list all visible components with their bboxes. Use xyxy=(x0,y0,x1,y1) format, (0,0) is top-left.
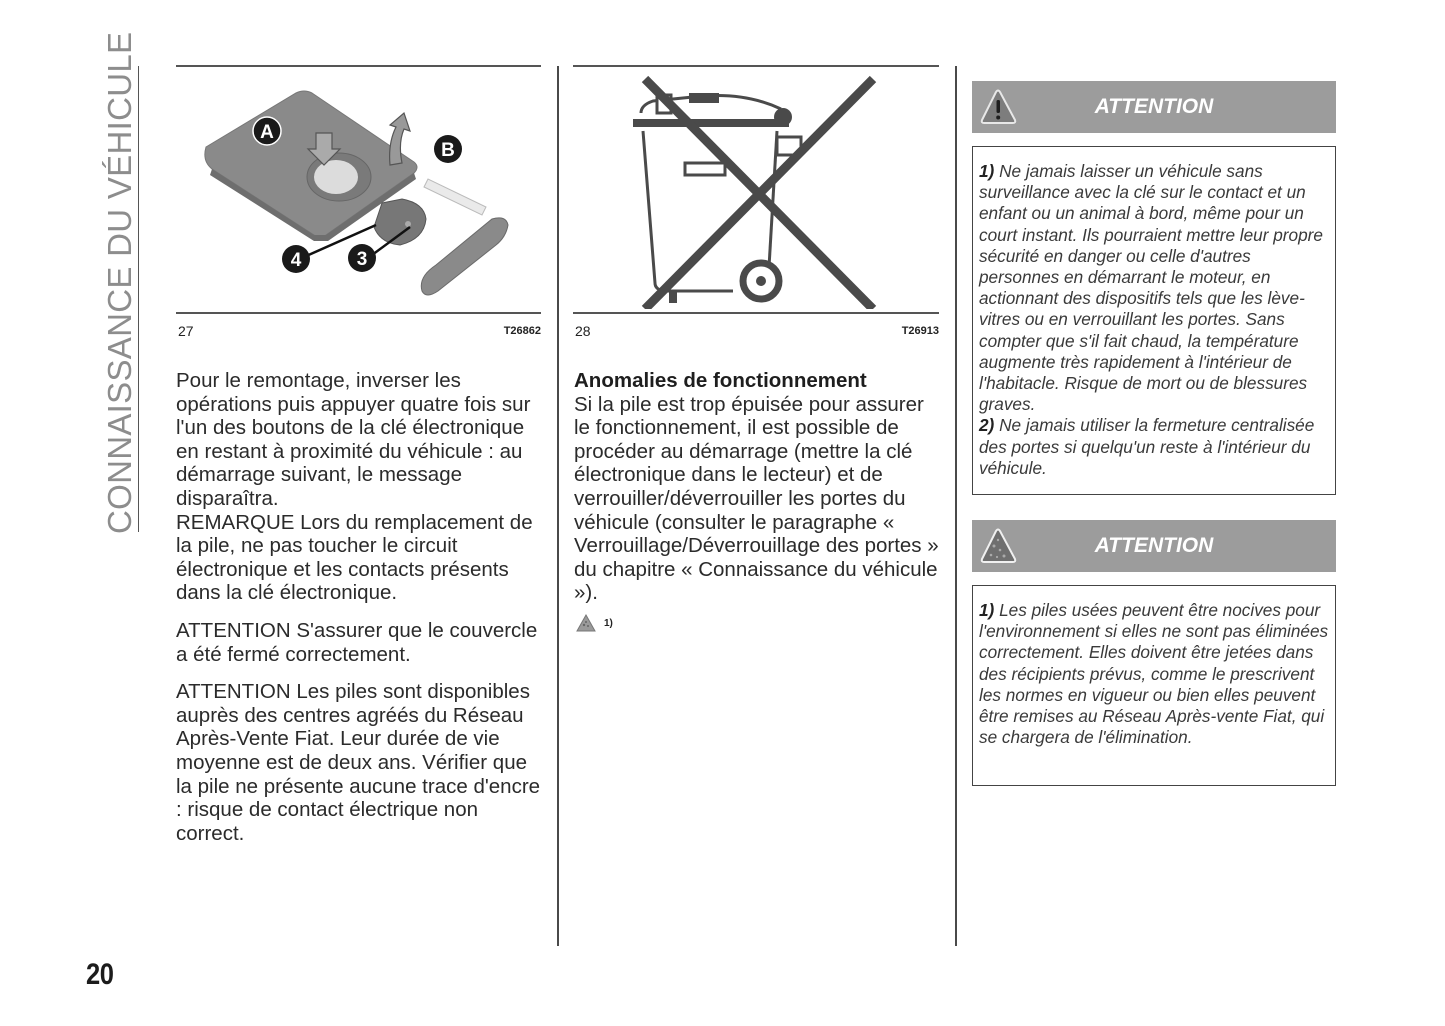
bin-grip xyxy=(689,93,719,103)
attention-text-1 xyxy=(979,161,1329,479)
column-divider-1 xyxy=(557,66,559,946)
column-divider-2 xyxy=(955,66,957,946)
key-card-battery-illustration xyxy=(176,69,541,309)
item-number: 2) xyxy=(979,415,995,436)
svg-text:3: 3 xyxy=(356,249,368,270)
bin-slot xyxy=(685,163,725,175)
figure-top-rule xyxy=(573,65,939,67)
reference-number: 1) xyxy=(604,617,613,629)
emergency-key-blade xyxy=(424,179,486,215)
svg-text:B: B xyxy=(441,140,455,161)
callout-B xyxy=(434,135,462,163)
chapter-title-vertical xyxy=(100,31,140,534)
figure-bottom-rule xyxy=(176,312,541,314)
paragraph-remarque: REMARQUE Lors du remplacement de la pile, ne pas toucher le circuit électronique et les contacts présents dans la clé électronique. xyxy=(176,510,533,605)
crossed-out-wheelie-bin-icon xyxy=(573,69,939,309)
bin-lid xyxy=(633,119,789,127)
figure-number: 28 xyxy=(575,323,591,339)
callout-4 xyxy=(282,245,310,273)
item-number: 1) xyxy=(979,600,995,620)
paragraph-attention-cover: ATTENTION S'assurer que le couvercle a été fermé correctement. xyxy=(176,618,538,666)
paragraph-anomalies: Si la pile est trop épuisée pour assurer le fonctionnement, il est possible de procéder au démarrage (mettre la clé électronique dans le lecteur) et de verrouiller/déverrouiller les portes du véhicule (consulter le paragraphe « Verrouillage/Déverrouillage des portes » du chapitre « Connaissance du véhicule »). xyxy=(574,392,939,605)
svg-text:A: A xyxy=(260,122,274,143)
callout-A xyxy=(253,117,281,145)
page-number: 20 xyxy=(86,958,114,991)
bin-lid-pivot xyxy=(774,108,792,126)
item-text: Ne jamais utiliser la fermeture centralisée des portes si quelqu'un reste à l'intérieur du véhicule. xyxy=(979,415,1315,478)
figure-number: 27 xyxy=(178,323,194,339)
battery-cover-center xyxy=(405,221,411,227)
figure-27 xyxy=(176,65,541,345)
bin-wheel-hub xyxy=(756,276,766,286)
attention-box-2 xyxy=(972,585,1336,786)
battery-cell xyxy=(314,160,358,194)
column-1-text xyxy=(176,369,548,845)
attention-title: ATTENTION xyxy=(1094,534,1214,557)
attention-header-1 xyxy=(972,81,1336,133)
environment-reference-note[interactable] xyxy=(576,614,613,632)
item-text: Ne jamais laisser un véhicule sans surveillance avec la clé sur le contact et un enfant ou un animal à bord, même pour un court instant. Ils pourraient mettre leur propre sécurité en danger ou celle d'autres personnes en démarrant le moteur, en actionnant des dispositifs tels que les lève-vitres ou en verrouillant les portes. Sans compter que s'il fait chaud, la température augmente très rapidement à l'intérieur de l'habitacle. Risque de mort ou de blessures graves. xyxy=(979,161,1323,415)
figure-code: T26862 xyxy=(503,325,541,337)
figure-28 xyxy=(573,65,939,345)
figure-code: T26913 xyxy=(901,325,939,337)
key-fob-head xyxy=(421,218,508,295)
paragraph-reassembly: Pour le remontage, inverser les opérations puis appuyer quatre fois sur l'un des boutons de la clé électronique en restant à proximité du véhicule : au démarrage suivant, le message disparaîtra. xyxy=(176,369,531,510)
bin-foot xyxy=(669,291,677,303)
attention-header-2 xyxy=(972,520,1336,572)
item-text: Les piles usées peuvent être nocives pour l'environnement si elles ne sont pas éliminées correctement. Elles doivent être jetées dans des récipients prévus, comme le prescrivent les normes en vigueur ou bien elles peuvent être remises au Réseau Après-vente Fiat, qui se chargera de l'élimination. xyxy=(979,600,1329,748)
figure-bottom-rule xyxy=(573,312,939,314)
callout-3 xyxy=(348,244,376,272)
attention-box-1 xyxy=(972,146,1336,495)
environment-warning-icon xyxy=(576,614,596,632)
chapter-title-text: CONNAISSANCE DU VÉHICULE xyxy=(101,31,138,534)
item-number: 1) xyxy=(979,161,995,181)
svg-text:4: 4 xyxy=(290,250,302,271)
column-2-text xyxy=(574,369,944,605)
attention-title: ATTENTION xyxy=(1094,95,1214,118)
attention-text-2 xyxy=(979,600,1329,748)
paragraph-attention-batteries: ATTENTION Les piles sont disponibles auprès des centres agréés du Réseau Après-Vente Fiat. Leur durée de vie moyenne est de deux ans. Vérifier que la pile ne présente aucune trace d'encre : risque de contact électrique non correct. xyxy=(176,680,541,845)
chapter-title-rule xyxy=(138,66,139,532)
figure-top-rule xyxy=(176,65,541,67)
battery-cover xyxy=(374,199,426,245)
section-heading-anomalies: Anomalies de fonctionnement xyxy=(574,369,867,392)
